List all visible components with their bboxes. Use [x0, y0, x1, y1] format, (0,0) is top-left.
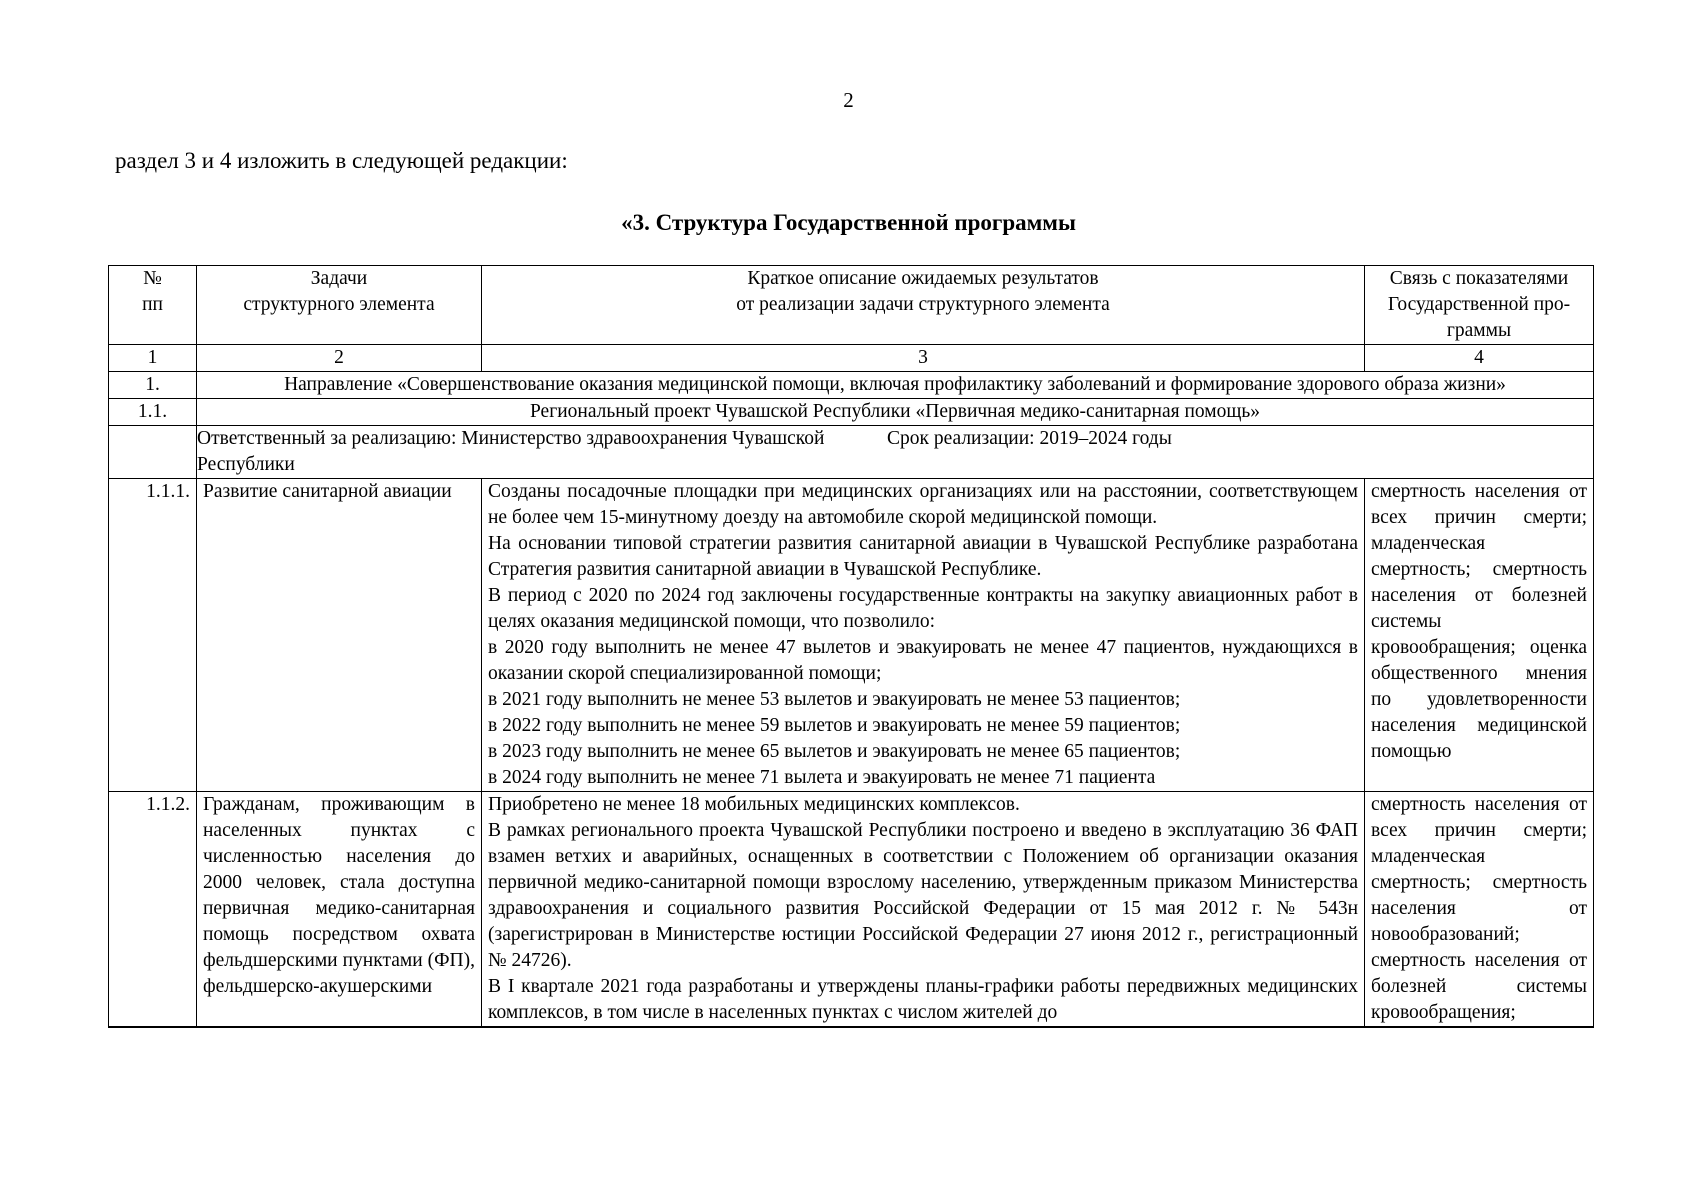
- header-indicators: Связь с показателями Государственной про- граммы: [1365, 266, 1594, 345]
- direction-text: Направление «Совершенствование оказания медицинской помощи, включая профилактику заболеваний и формирование здорового образа жизни»: [197, 372, 1594, 399]
- col-number-4: 4: [1365, 345, 1594, 372]
- table-row: [109, 479, 1594, 792]
- result-paragraph: в 2023 году выполнить не менее 65 вылетов и эвакуировать не менее 65 пациентов;: [488, 741, 1181, 762]
- direction-row: [109, 372, 1594, 399]
- result-paragraph: Созданы посадочные площадки при медицинских организациях или на расстоянии, соответствующем не более чем 15-минутному доезду на автомобиле скорой медицинской помощи.: [488, 481, 1358, 528]
- project-row: [109, 399, 1594, 426]
- responsible-subtable: [197, 426, 1593, 478]
- row-results: [482, 792, 1365, 1028]
- row-number: 1.1.2.: [109, 792, 197, 1028]
- result-paragraph: В период с 2020 по 2024 год заключены государственные контракты на закупку авиационных работ в целях оказания медицинской помощи, что позволило:: [488, 585, 1358, 632]
- row-results: [482, 479, 1365, 792]
- result-paragraph: в 2024 году выполнить не менее 71 вылета и эвакуировать не менее 71 пациента: [488, 767, 1156, 788]
- column-number-row: [109, 345, 1594, 372]
- intro-text: раздел 3 и 4 изложить в следующей редакции:: [115, 148, 568, 173]
- project-text: Региональный проект Чувашской Республики «Первичная медико-санитарная помощь»: [197, 399, 1594, 426]
- page-number: 2: [843, 88, 854, 112]
- table-row: [109, 792, 1594, 1028]
- project-number: 1.1.: [109, 399, 197, 426]
- result-paragraph: В рамках регионального проекта Чувашской Республики построено и введено в эксплуатацию 36 ФАП взамен ветхих и аварийных, оснащенных в соответствии с Положением об организации оказания первичной медико-санитарной помощи взрослому населению, утвержденным приказом Министерства здравоохранения и социального развития Российской Федерации от 15 мая 2012 г. № 543н (зарегистрирован в Министерстве юстиции Российской Федерации 27 июня 2012 г., регистрационный № 24726).: [488, 820, 1358, 971]
- direction-number: 1.: [109, 372, 197, 399]
- col-number-1: 1: [109, 345, 197, 372]
- row-task: Развитие санитарной авиации: [197, 479, 482, 792]
- row-indicators: смертность населения от всех причин смерти; младенческая смертность; смертность населения от болезней системы кровообращения; оценка общественного мнения по удовлетворенности населения медицинской помощью: [1365, 479, 1594, 792]
- result-paragraph: На основании типовой стратегии развития санитарной авиации в Чувашской Республике разработана Стратегия развития санитарной авиации в Чувашской Республике.: [488, 533, 1358, 580]
- implementation-period: Срок реализации: 2019–2024 годы: [887, 428, 1172, 449]
- col-number-2: 2: [197, 345, 482, 372]
- header-results: Краткое описание ожидаемых результатов от реализации задачи структурного элемента: [482, 266, 1365, 345]
- result-paragraph: Приобретено не менее 18 мобильных медицинских комплексов.: [488, 794, 1020, 815]
- result-paragraph: в 2020 году выполнить не менее 47 вылетов и эвакуировать не менее 47 пациентов, нуждающихся в оказании скорой специализированной помощи;: [488, 637, 1358, 684]
- header-number: № пп: [109, 266, 197, 345]
- result-paragraph: в 2022 году выполнить не менее 59 вылетов и эвакуировать не менее 59 пациентов;: [488, 715, 1181, 736]
- responsible-empty-cell: [109, 426, 197, 479]
- responsible-row: [109, 426, 1594, 479]
- section-title: «3. Структура Государственной программы: [621, 210, 1076, 235]
- row-number: 1.1.1.: [109, 479, 197, 792]
- col-number-3: 3: [482, 345, 1365, 372]
- result-paragraph: В I квартале 2021 года разработаны и утверждены планы-графики работы передвижных медицинских комплексов, в том числе в населенных пунктах с числом жителей до: [488, 976, 1358, 1023]
- structure-table: [108, 265, 1594, 1028]
- table-header-row: [109, 266, 1594, 345]
- header-tasks: Задачи структурного элемента: [197, 266, 482, 345]
- row-task: Гражданам, проживающим в населенных пунктах с численностью населения до 2000 человек, стала доступна первичная медико-санитарная помощь посредством охвата фельдшерскими пунктами (ФП), фельдшерско-акушерскими: [197, 792, 482, 1028]
- responsible-executor: Ответственный за реализацию: Министерство здравоохранения Чувашской Республики: [197, 428, 825, 475]
- row-indicators: смертность населения от всех причин смерти; младенческая смертность; смертность населения от новообразований; смертность населения от болезней системы кровообращения;: [1365, 792, 1594, 1028]
- result-paragraph: в 2021 году выполнить не менее 53 вылетов и эвакуировать не менее 53 пациентов;: [488, 689, 1181, 710]
